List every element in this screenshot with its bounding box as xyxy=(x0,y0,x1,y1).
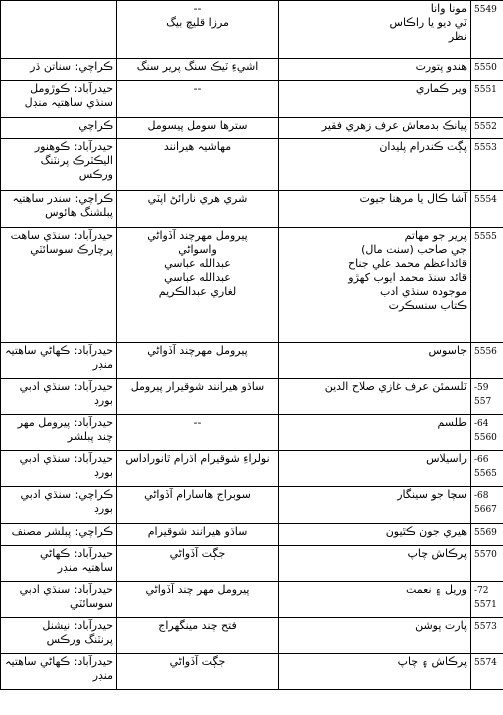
author-cell xyxy=(117,228,279,343)
number-line: -72 xyxy=(474,586,489,596)
title-cell xyxy=(279,118,471,139)
number-cell xyxy=(471,524,503,546)
publisher-line: سنڌي ساهتيہ منڊل xyxy=(24,96,113,109)
publisher-line: ڪراچي: سنڌي ادبي xyxy=(20,488,113,501)
title-line: جاسوس xyxy=(428,344,467,357)
publisher-cell xyxy=(1,118,117,139)
number-line: 5555 xyxy=(474,232,497,242)
publisher-line: منڊر xyxy=(92,669,113,682)
title-line: سچا جو سينگار xyxy=(397,488,467,501)
number-cell xyxy=(471,487,503,524)
number-line: 5667 xyxy=(474,505,497,515)
title-line: آشا ڪال يا مرهنا جيوت xyxy=(359,192,467,205)
table-row xyxy=(1,415,503,451)
publisher-cell xyxy=(1,343,117,379)
author-cell xyxy=(117,139,279,191)
table-row xyxy=(1,228,503,343)
title-cell xyxy=(279,654,471,690)
author-line: لغاري عبدالڪريم xyxy=(158,285,237,298)
title-cell xyxy=(279,582,471,618)
table-row xyxy=(1,139,503,191)
title-line: پارت پوشن xyxy=(415,619,467,632)
author-cell xyxy=(117,343,279,379)
title-cell xyxy=(279,191,471,228)
number-cell xyxy=(471,654,503,690)
title-cell xyxy=(279,81,471,118)
table-row xyxy=(1,582,503,618)
title-cell xyxy=(279,415,471,451)
author-line: جڳت آڏواڻي xyxy=(169,655,226,668)
author-cell xyxy=(117,81,279,118)
author-line: -- xyxy=(193,82,202,95)
number-line: 5549 xyxy=(474,5,497,15)
title-cell xyxy=(279,487,471,524)
number-line: 5573 xyxy=(474,622,497,632)
author-cell xyxy=(117,1,279,59)
number-line: 5560 xyxy=(474,433,497,443)
title-line: پرڪاش ۽ چاپ xyxy=(397,655,467,668)
number-line: 5554 xyxy=(474,195,497,205)
author-cell xyxy=(117,118,279,139)
publisher-line: حيدرآباد: سنڌي ادبي xyxy=(19,380,113,393)
publisher-line: بورڊ xyxy=(94,394,113,407)
title-line: قائد سنڌ محمد ايوب کهڙو xyxy=(348,271,467,284)
publisher-cell xyxy=(1,582,117,618)
table-row xyxy=(1,487,503,524)
author-cell xyxy=(117,451,279,487)
table-row xyxy=(1,59,503,81)
publisher-cell xyxy=(1,654,117,690)
author-line: نولراءِ شوقيرام اڌرام ٿانوراداس xyxy=(125,452,270,465)
title-cell xyxy=(279,451,471,487)
publisher-line: حيدرآباد: سنڌي ساهت xyxy=(10,229,113,242)
publisher-cell xyxy=(1,451,117,487)
table-row xyxy=(1,343,503,379)
catalogue-body xyxy=(1,1,503,690)
title-cell xyxy=(279,343,471,379)
title-line: مونا وانا xyxy=(430,2,467,15)
author-line: عبدالله عباسي xyxy=(164,271,231,284)
publisher-cell xyxy=(1,546,117,582)
table-row xyxy=(1,654,503,690)
publisher-line: بورڊ xyxy=(94,466,113,479)
author-cell xyxy=(117,546,279,582)
table-row xyxy=(1,451,503,487)
number-line: -68 xyxy=(474,491,489,501)
number-line: -59 xyxy=(474,383,489,393)
number-line: -66 xyxy=(474,455,489,465)
publisher-line: ڪراچي xyxy=(78,119,113,132)
author-cell xyxy=(117,379,279,415)
title-cell xyxy=(279,139,471,191)
number-cell xyxy=(471,59,503,81)
title-line: راسيلاس xyxy=(426,452,467,465)
publisher-line: ڪراچي: سناتن ڌر xyxy=(30,60,113,73)
title-line: هيري جون ڪٿيون xyxy=(385,525,467,538)
table-row xyxy=(1,1,503,59)
publisher-line: حيدرآباد: ڪهاڻي xyxy=(40,547,113,560)
author-line: شري هري نارائڻ اپٽي xyxy=(147,192,248,205)
number-cell xyxy=(471,118,503,139)
publisher-line: اليڪٽرڪ پرنٽنگ xyxy=(40,154,113,167)
publisher-line: منڊر xyxy=(92,358,113,371)
number-line: 5551 xyxy=(474,85,497,95)
publisher-line: حيدرآباد: ڪهاڻي ساهتيہ xyxy=(5,655,113,668)
number-cell xyxy=(471,343,503,379)
title-cell xyxy=(279,1,471,59)
publisher-line: حيدرآباد: پيرومل مهر xyxy=(17,416,113,429)
publisher-line: حيدرآباد: سنڌي ادبي xyxy=(19,452,113,465)
number-cell xyxy=(471,81,503,118)
table-row xyxy=(1,191,503,228)
title-line: پرڪاش چاپ xyxy=(407,547,467,560)
title-line: موجوده سنڌي ادب xyxy=(380,285,467,298)
author-cell xyxy=(117,582,279,618)
publisher-cell xyxy=(1,524,117,546)
title-line: پرير جو مهاتم xyxy=(404,229,467,242)
author-line: -- xyxy=(193,416,202,429)
author-cell xyxy=(117,415,279,451)
number-line: 5550 xyxy=(474,63,497,73)
author-line: اشيءِ ٽيڪ سنگ پرير سنگ xyxy=(136,60,259,73)
publisher-line: حيدرآباد: ڪهاڻي ساهتيہ xyxy=(5,344,113,357)
number-line: 5565 xyxy=(474,469,497,479)
title-line: پيانڪ بدمعاش عرف زهري فقير xyxy=(321,119,467,132)
title-line: وريل ۽ نعمت xyxy=(406,583,467,596)
publisher-line: حيدرآباد: ڪوڙومل xyxy=(30,82,113,95)
publisher-line: حيدرآباد: نيشنل xyxy=(42,619,113,632)
publisher-line: حيدرآباد: ڪوهنور xyxy=(34,140,113,153)
author-line: پيرومل مهر چند آڏواڻي xyxy=(145,583,250,596)
title-line: طلسم xyxy=(437,416,467,429)
title-line: جي صاحب (سنت مال) xyxy=(361,243,467,256)
publisher-cell xyxy=(1,59,117,81)
table-row xyxy=(1,81,503,118)
title-cell xyxy=(279,546,471,582)
number-line: 5574 xyxy=(474,658,497,668)
number-line: 5553 xyxy=(474,143,497,153)
table-row xyxy=(1,546,503,582)
publisher-line: ساهتيہ منڊر xyxy=(57,561,113,574)
publisher-cell xyxy=(1,415,117,451)
number-cell xyxy=(471,582,503,618)
author-line: -- xyxy=(193,2,202,15)
table-row xyxy=(1,618,503,654)
author-line: سترها سومل پيسومل xyxy=(147,119,248,132)
author-line: جڳت آڏواڻي xyxy=(169,547,226,560)
publisher-cell xyxy=(1,379,117,415)
author-line: ساڌو هيرانند شوقيرار پيرومل xyxy=(130,380,265,393)
number-cell xyxy=(471,451,503,487)
publisher-cell xyxy=(1,228,117,343)
publisher-line: ڪراچي: پبلشر مصنف xyxy=(11,525,113,538)
number-cell xyxy=(471,618,503,654)
author-line: ساڌو هيرانند شوقيرام xyxy=(147,525,248,538)
table-row xyxy=(1,118,503,139)
author-cell xyxy=(117,618,279,654)
number-line: 5556 xyxy=(474,347,497,357)
publisher-line: حيدرآباد: سنڌي ادبي xyxy=(19,583,113,596)
publisher-line: ورڪس xyxy=(78,168,113,181)
author-cell xyxy=(117,191,279,228)
author-line: مهاشيہ هيرانند xyxy=(163,140,232,153)
publisher-cell xyxy=(1,1,117,59)
author-cell xyxy=(117,487,279,524)
number-line: -64 xyxy=(474,419,489,429)
title-line: ڪتاب سنسڪرت xyxy=(388,299,467,312)
title-cell xyxy=(279,379,471,415)
number-cell xyxy=(471,379,503,415)
number-cell xyxy=(471,139,503,191)
author-line: سوبراج هاسارام آڏواڻي xyxy=(144,488,251,501)
publisher-line: سوسائٽي xyxy=(69,597,113,610)
publisher-line: پبلشنگ هائوس xyxy=(45,206,113,219)
author-line: پيرومل مهرچند آڏواڻي xyxy=(147,344,248,357)
publisher-line: پرنٽنگ ورڪس xyxy=(46,633,113,646)
number-cell xyxy=(471,415,503,451)
publisher-cell xyxy=(1,618,117,654)
number-line: 5570 xyxy=(474,550,497,560)
title-line: نظر xyxy=(448,30,467,43)
publisher-line: ڪراچي: سندر ساهتيہ xyxy=(12,192,113,205)
title-line: قائداعظم محمد علي جناح xyxy=(348,257,467,270)
title-cell xyxy=(279,524,471,546)
author-cell xyxy=(117,654,279,690)
author-cell xyxy=(117,524,279,546)
author-cell xyxy=(117,59,279,81)
title-line: وير ڪماري xyxy=(415,82,467,95)
number-cell xyxy=(471,191,503,228)
number-line: 5571 xyxy=(474,600,497,610)
number-cell xyxy=(471,546,503,582)
author-line: فتح چند مينگهراج xyxy=(158,619,237,632)
publisher-line: پرچارڪ سوسائٽي xyxy=(30,243,113,256)
title-line: ٽي ديو يا راڪاس xyxy=(389,16,467,29)
table-row xyxy=(1,524,503,546)
publisher-cell xyxy=(1,81,117,118)
number-cell xyxy=(471,228,503,343)
author-line: مرزا قليچ بيگ xyxy=(166,16,229,29)
number-cell xyxy=(471,1,503,59)
publisher-line: بورڊ xyxy=(94,502,113,515)
number-line: 557 xyxy=(474,397,492,407)
title-line: ٽلسمئن عرف غازي صلاح الدين xyxy=(324,380,467,393)
title-cell xyxy=(279,228,471,343)
title-line: هندو پتورت xyxy=(415,60,467,73)
author-line: واسواڻي xyxy=(178,243,217,256)
table-row xyxy=(1,379,503,415)
author-line: پيرومل مهرچند آڏواڻي xyxy=(147,229,248,242)
publisher-cell xyxy=(1,191,117,228)
title-cell xyxy=(279,59,471,81)
number-line: 5552 xyxy=(474,122,497,132)
publisher-cell xyxy=(1,487,117,524)
number-line: 5569 xyxy=(474,528,497,538)
author-line: عبدالله عباسي xyxy=(164,257,231,270)
publisher-cell xyxy=(1,139,117,191)
title-line: پڳت ڪندرام پليدان xyxy=(379,140,467,153)
publisher-line: چند پبلشر xyxy=(67,430,113,443)
title-cell xyxy=(279,618,471,654)
